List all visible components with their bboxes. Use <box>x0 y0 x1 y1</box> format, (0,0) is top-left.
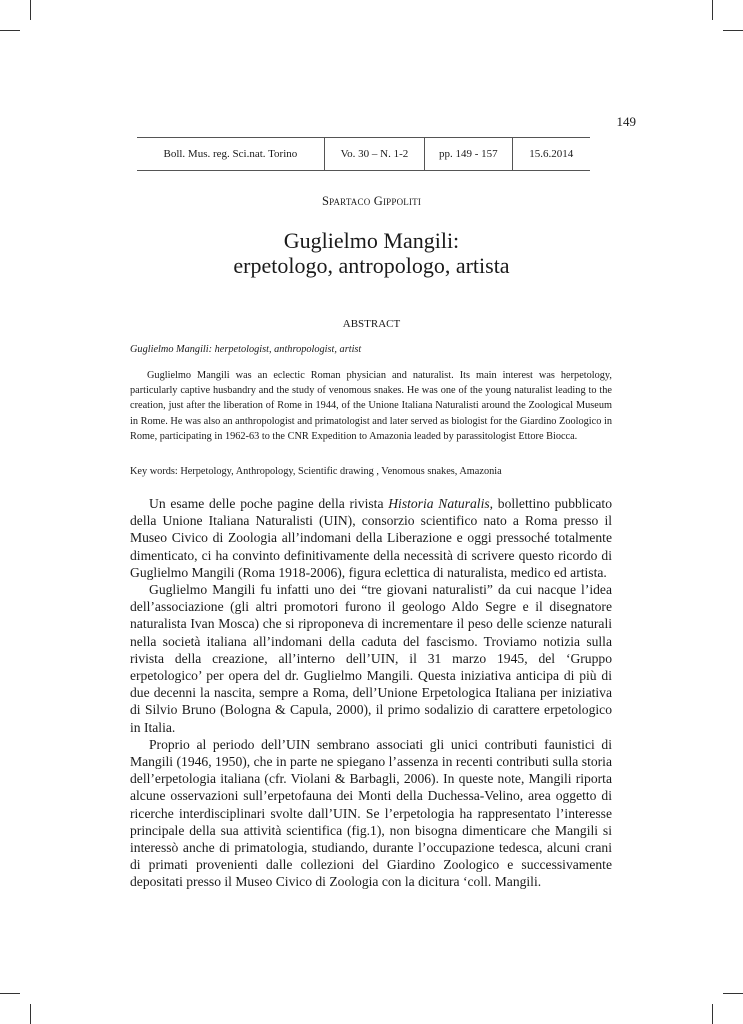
crop-mark <box>723 993 743 994</box>
crop-mark <box>723 30 743 31</box>
paragraph-1-text-b: , bollettino pubblicato della Unione Italiana Naturalisti (UIN), consorzio scientifico nato a Roma presso il Museo Civico di Zoologia all’indomani della Liberazione e oggi pressoché totalmente dimenticato, ci ha convinto definitivamente della necessità di scrivere questo ricordo di Guglielmo Mangili (Roma 1918-2006), figura eclettica di naturalista, medico ed artista. <box>130 496 613 580</box>
paragraph-3: Proprio al periodo dell’UIN sembrano associati gli unici contributi faunistici di Mangili (1946, 1950), che in parte ne spiegano l’assenza in recenti contributi sulla storia dell’erpetologia italiana (cfr. Violani & Barbagli, 2006). In queste note, Mangili riporta alcune osservazioni sull’erpetofauna dei Monti della Duchessa-Velino, area oggetto di ricerche interdisciplinari svolte dall’UIN. Se l’erpetologia ha rappresentato l’interesse principale della sua attività scientifica (fig.1), non bisogna dimenticare che Mangili si interessò anche di primatologia, studiando, durante l’occupazione tedesca, alcuni crani di primati provenienti dalle collezioni del Giardino Zoologico e successivamente depositati presso il Museo Civico di Zoologia con la dicitura ‘coll. Mangili. <box>130 736 612 890</box>
journal-date: 15.6.2014 <box>529 148 574 160</box>
title-line-1: Guglielmo Mangili: <box>283 228 460 253</box>
journal-title-italic: Historia Naturalis <box>388 496 490 511</box>
abstract-heading: ABSTRACT <box>342 318 401 330</box>
crop-mark <box>712 0 713 20</box>
author-name: Spartaco Gippoliti <box>321 194 422 208</box>
crop-mark <box>712 1004 713 1024</box>
keywords: Key words: Herpetology, Anthropology, Scientific drawing , Venomous snakes, Amazonia <box>130 466 502 477</box>
page-number: 149 <box>616 114 636 129</box>
crop-mark <box>0 993 20 994</box>
article-title <box>0 228 743 278</box>
journal-name: Boll. Mus. reg. Sci.nat. Torino <box>137 138 325 170</box>
title-line-2: erpetologo, antropologo, artista <box>233 253 510 278</box>
paragraph-2: Guglielmo Mangili fu infatti uno dei “tre giovani naturalisti” da cui nacque l’idea dell’associazione (gli altri promotori furono il geologo Aldo Segre e il disegnatore naturalista Ivan Mosca) che si riproponeva di incrementare il peso delle scienze naturali nella società italiana all’indomani della caduta del fascismo. Troviamo notizia sulla rivista della creazione, all’interno dell’UIN, il 31 marzo 1945, del ‘Gruppo erpetologico’ per opera del dr. Guglielmo Mangili. Questa iniziativa anticipa di più di due decenni la nascita, sempre a Roma, dell’Unione Erpetologica Italiana per iniziativa di Silvio Bruno (Bologna & Capula, 2000), il primo sodalizio di carattere erpetologico in Italia. <box>130 582 612 735</box>
journal-header <box>137 137 590 171</box>
crop-mark <box>30 1004 31 1024</box>
paragraph-1-text-a: Un esame delle poche pagine della rivista <box>149 496 389 511</box>
abstract-text: Guglielmo Mangili was an eclectic Roman physician and naturalist. Its main interest was herpetology, particularly captive husbandry and the study of venomous snakes. He was one of the young naturalist leading to the creation, just after the liberation of Rome in 1944, of the Unione Italiana Naturalisti around the Zoological Museum in Rome. He was also an anthropologist and primatologist and later served as biologist for the Giardino Zoologico in Rome, participating in 1962-63 to the CNR Expedition to Amazonia leaded by parassitologist Ettore Biocca. <box>130 370 612 442</box>
abstract-subtitle: Guglielmo Mangili: herpetologist, anthropologist, artist <box>130 344 362 355</box>
body-text <box>130 495 612 891</box>
crop-mark <box>30 0 31 20</box>
journal-volume: Vo. 30 – N. 1-2 <box>325 138 425 170</box>
paragraph-1 <box>130 495 612 581</box>
crop-mark <box>0 30 20 31</box>
journal-pages: pp. 149 - 157 <box>425 138 512 170</box>
